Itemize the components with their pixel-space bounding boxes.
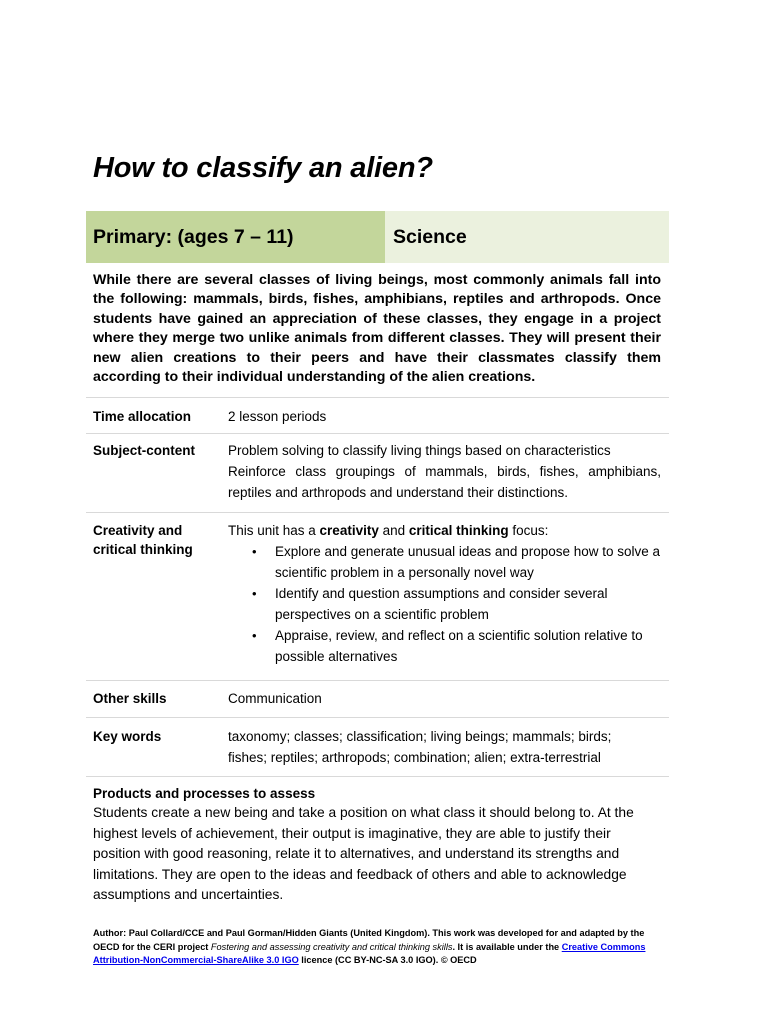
focus-text: This unit has a xyxy=(228,523,320,538)
time-allocation-value: 2 lesson periods xyxy=(228,409,327,424)
assess-paragraph: Students create a new being and take a position on what class it should belong to. At the highest levels of achievement, their output is imaginative, they are able to justify their position with good reasoning, relate it to alternatives, and understand its strengths and limitations. They are open to the ideas and feedback of others and able to acknowledge assumptions and uncertainties. xyxy=(93,805,634,903)
bullet-text: Appraise, review, and reflect on a scientific solution relative to possible alternatives xyxy=(275,628,643,664)
footer-text: licence (CC BY-NC-SA 3.0 IGO). © OECD xyxy=(298,955,477,965)
license-link[interactable]: Creative Commons Attribution-NonCommercial-ShareAlike 3.0 IGO xyxy=(93,941,646,965)
time-allocation-label: Time allocation xyxy=(93,409,192,424)
list-item xyxy=(228,625,661,667)
footer-text: . It is available under the xyxy=(452,941,562,952)
key-words-value: taxonomy; classes; classification; living beings; mammals; birds; fishes; reptiles; arthropods; combination; alien; extra-terrestrial xyxy=(228,729,612,765)
focus-text: and xyxy=(378,523,409,538)
subject-content-line: Reinforce class groupings of mammals, birds, fishes, amphibians, reptiles and arthropods and understand their distinctions. xyxy=(228,464,661,500)
subject-content-line: Problem solving to classify living things based on characteristics xyxy=(228,443,611,458)
creativity-critical-thinking-label: Creativity and critical thinking xyxy=(93,523,193,557)
subject-content-value xyxy=(228,440,661,503)
focus-critical-thinking: critical thinking xyxy=(408,523,509,538)
bullet-icon: • xyxy=(252,586,257,601)
bullet-text: Explore and generate unusual ideas and propose how to solve a scientific problem in a personally novel way xyxy=(275,544,661,580)
focus-statement xyxy=(228,520,661,541)
divider xyxy=(86,717,669,718)
list-item xyxy=(228,541,661,583)
divider xyxy=(86,776,669,777)
other-skills-label: Other skills xyxy=(93,691,167,706)
divider xyxy=(86,680,669,681)
key-words-label: Key words xyxy=(93,729,162,744)
subject-label: Science xyxy=(385,211,669,263)
other-skills-value: Communication xyxy=(228,691,322,706)
focus-bullet-list xyxy=(228,541,661,667)
bullet-icon: • xyxy=(252,628,257,643)
list-item xyxy=(228,583,661,625)
intro-paragraph: While there are several classes of living beings, most commonly animals fall into the following: mammals, birds, fishes, amphibians, reptiles and arthropods. Once students have gained an appreciation of these classes, they engage in a project where they merge two unlike animals from different classes. They will present their new alien creations to their peers and have their classmates classify them according to their individual understanding of the alien creations. xyxy=(93,272,661,386)
footer-project-title: Fostering and assessing creativity and critical thinking skills xyxy=(210,941,453,952)
divider xyxy=(86,433,669,434)
creativity-critical-thinking-value xyxy=(228,520,661,667)
age-level-label: Primary: (ages 7 – 11) xyxy=(86,211,385,263)
divider xyxy=(86,397,669,398)
focus-creativity: creativity xyxy=(319,523,379,538)
footer-text: Author: Paul Collard/CCE and Paul Gorman/Hidden Giants (United Kingdom). This work was developed for and adapted by the OECD for the CERI project xyxy=(93,928,645,952)
assess-heading: Products and processes to assess xyxy=(93,786,316,801)
bullet-icon: • xyxy=(252,544,257,559)
level-subject-band xyxy=(86,211,669,263)
attribution-footer xyxy=(93,927,665,968)
focus-text: focus: xyxy=(508,523,549,538)
subject-content-label: Subject-content xyxy=(93,443,196,458)
divider xyxy=(86,512,669,513)
bullet-text: Identify and question assumptions and consider several perspectives on a scientific problem xyxy=(275,586,608,622)
page-title: How to classify an alien? xyxy=(93,152,433,184)
